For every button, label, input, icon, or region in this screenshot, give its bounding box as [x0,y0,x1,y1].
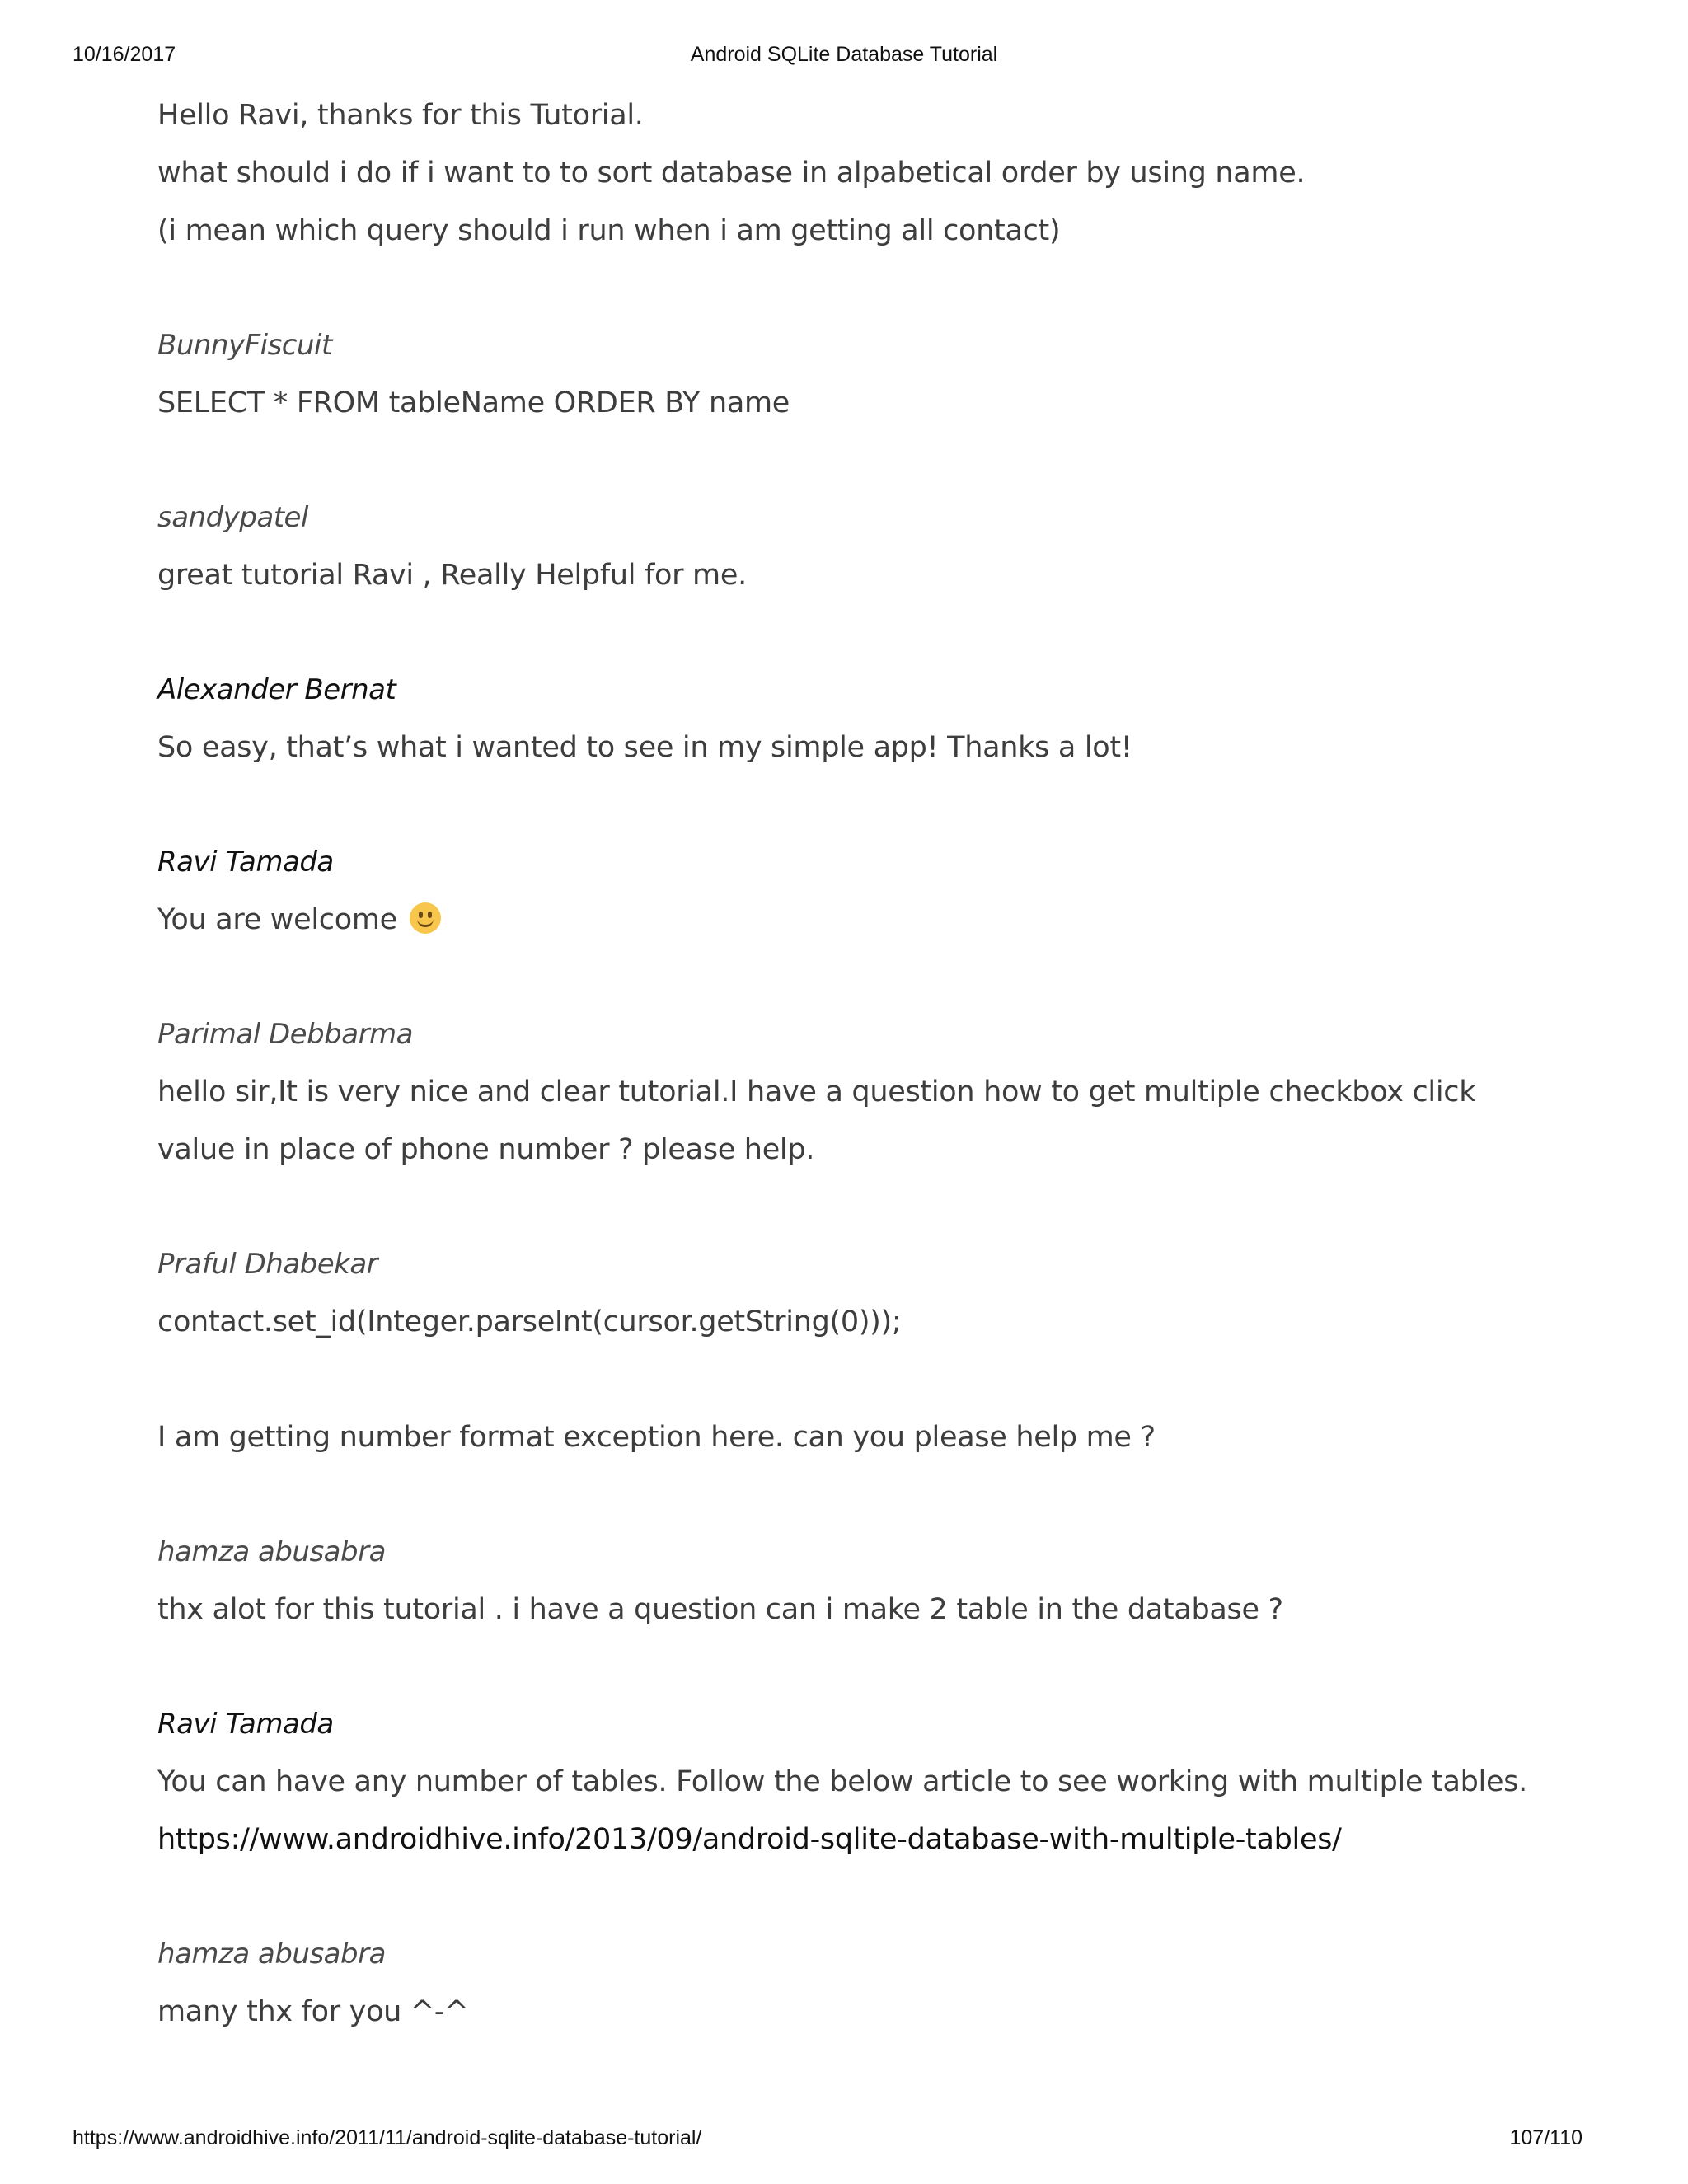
print-date: 10/16/2017 [73,43,176,66]
comment-author: Alexander Bernat [157,673,396,706]
comment-text: many thx for you ^-^ [157,1995,469,2028]
blank-line [157,1351,1542,1408]
comment [157,1695,1542,1868]
comment-author: Praful Dhabekar [157,1248,378,1281]
comment [157,489,1542,604]
comment-text: You can have any number of tables. Follow the below article to see working with multiple tables. [157,1765,1527,1798]
comment-text: thx alot for this tutorial . i have a question can i make 2 table in the database ? [157,1593,1283,1626]
comment-text: I am getting number format exception here. can you please help me ? [157,1421,1156,1454]
smile-emoji-icon [410,902,441,934]
document-title: Android SQLite Database Tutorial [690,43,998,66]
page-number: 107/110 [1509,2126,1582,2149]
comment-author: Ravi Tamada [157,846,334,879]
comment-author: hamza abusabra [157,1938,386,1971]
comment-text: hello sir,It is very nice and clear tutorial.I have a question how to get multiple checkbox click value in place of phone number ? please help. [157,1076,1476,1166]
comments-list [157,87,1542,2097]
comment-text: So easy, that’s what i wanted to see in my simple app! Thanks a lot! [157,731,1132,764]
emoji-mouth [417,916,434,927]
page-url: https://www.androidhive.info/2011/11/android-sqlite-database-tutorial/ [73,2126,702,2149]
comment [157,1005,1542,1179]
comment-text: Hello Ravi, thanks for this Tutorial. [157,99,644,132]
comment [157,833,1542,949]
comment [157,1523,1542,1638]
comment-text: great tutorial Ravi , Really Helpful for me. [157,559,747,592]
article-link[interactable]: https://www.androidhive.info/2013/09/android-sqlite-database-with-multiple-tables/ [157,1823,1342,1856]
comment [157,87,1542,260]
comment-author: Parimal Debbarma [157,1018,414,1051]
print-footer [73,2126,1615,2153]
comment-author: hamza abusabra [157,1535,386,1568]
comment-text: contact.set_id(Integer.parseInt(cursor.getString(0))); [157,1305,902,1338]
comment-author: BunnyFiscuit [157,329,332,362]
comment-text: (i mean which query should i run when i am getting all contact) [157,214,1061,247]
comment-text: You are welcome [157,903,397,936]
comment-text-row [157,891,1542,949]
comment [157,1925,1542,2041]
comment [157,1235,1542,1466]
comment [157,316,1542,432]
comment-author: Ravi Tamada [157,1708,334,1741]
comment-text: SELECT * FROM tableName ORDER BY name [157,387,790,419]
comment-author: sandypatel [157,501,308,534]
comment-text: what should i do if i want to to sort database in alpabetical order by using name. [157,157,1306,190]
print-header [73,43,1615,69]
comment [157,661,1542,776]
